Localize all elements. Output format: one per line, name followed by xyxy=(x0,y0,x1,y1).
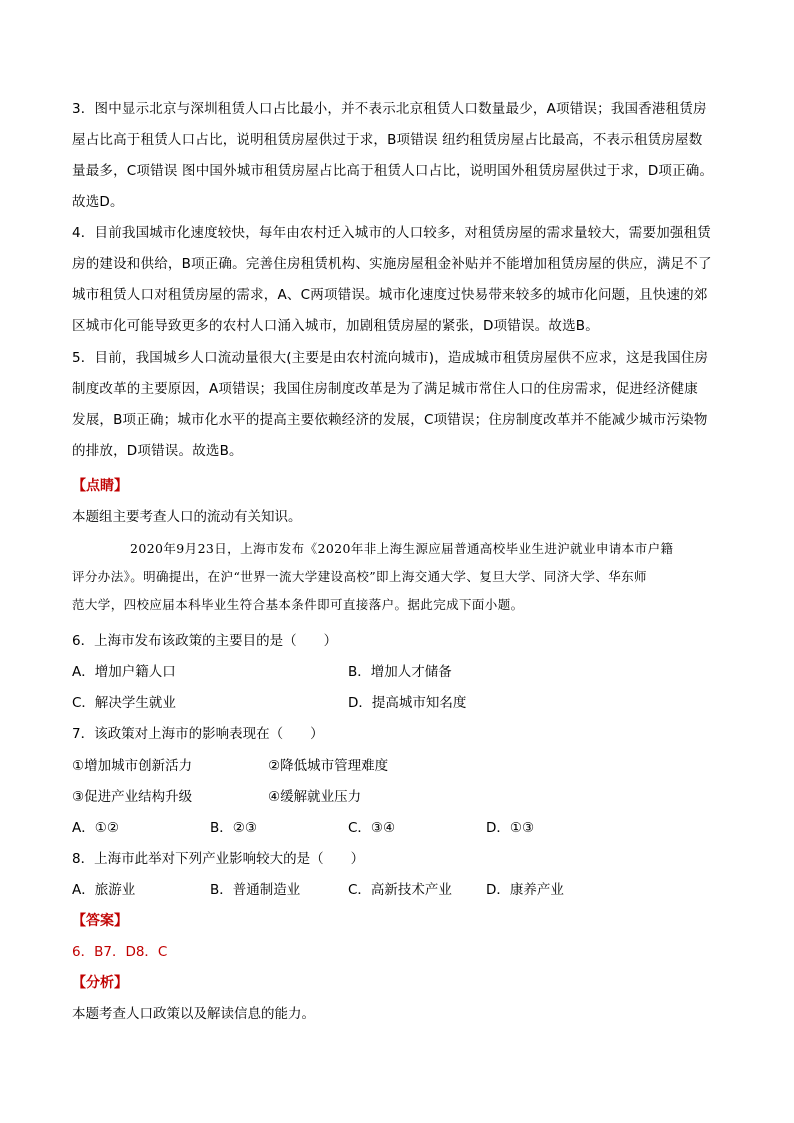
material-line: 2020年9月23日，上海市发布《2020年非上海生源应届普通高校毕业生进沪就业申请本市户籍 xyxy=(130,541,674,556)
answer-text: 6．B7．D8．C xyxy=(72,944,168,960)
text-line: 发展，B项正确；城市化水平的提高主要依赖经济的发展，C项错误；住房制度改革并不能减少城市污染物 xyxy=(72,412,708,428)
question-8-stem: 8．上海市此举对下列产业影响较大的是（ ） xyxy=(72,851,365,867)
question-8-option-d: D．康养产业 xyxy=(486,882,564,898)
question-7-option-c: C．③④ xyxy=(348,820,396,836)
section-tag-analysis: 【分析】 xyxy=(72,975,128,991)
question-8-option-a: A．旅游业 xyxy=(72,882,136,898)
question-7-stem: 7．该政策对上海市的影响表现在（ ） xyxy=(72,726,324,742)
question-6-option-a: A．增加户籍人口 xyxy=(72,664,176,680)
dianjing-text: 本题组主要考查人口的流动有关知识。 xyxy=(72,509,302,525)
analysis-text: 本题考查人口政策以及解读信息的能力。 xyxy=(72,1006,315,1022)
question-7-statement-4: ④缓解就业压力 xyxy=(268,789,362,805)
text-line: 量最多，C项错误 图中国外城市租赁房屋占比高于租赁人口占比，说明国外租赁房屋供过于求，D项正确。 xyxy=(72,163,714,179)
question-7-option-a: A．①② xyxy=(72,820,119,836)
text-line: 5．目前，我国城乡人口流动量很大(主要是由农村流向城市)，造成城市租赁房屋供不应求，这是我国住房 xyxy=(72,350,709,366)
question-7-statement-1: ①增加城市创新活力 xyxy=(72,758,193,774)
question-6-option-c: C．解决学生就业 xyxy=(72,695,176,711)
text-line: 屋占比高于租赁人口占比，说明租赁房屋供过于求，B项错误 纽约租赁房屋占比最高，不表示租赁房屋数 xyxy=(72,132,703,148)
text-line: 房的建设和供给，B项正确。完善住房租赁机构、实施房屋租金补贴并不能增加租赁房屋的供应，满足不了 xyxy=(72,256,712,272)
text-line: 故选D。 xyxy=(72,194,124,210)
question-7-option-b: B．②③ xyxy=(210,820,257,836)
text-line: 4．目前我国城市化速度较快，每年由农村迁入城市的人口较多，对租赁房屋的需求量较大，需要加强租赁 xyxy=(72,225,711,241)
analysis-paragraph-3 xyxy=(72,94,722,218)
text-line: 区城市化可能导致更多的农村人口涌入城市，加剧租赁房屋的紧张，D项错误。故选B。 xyxy=(72,318,599,334)
text-line: 制度改革的主要原因，A项错误；我国住房制度改革是为了满足城市常住人口的住房需求，促进经济健康 xyxy=(72,381,698,397)
text-line: 城市租赁人口对租赁房屋的需求，A、C两项错误。城市化速度过快易带来较多的城市化问题，且快速的郊 xyxy=(72,287,708,303)
question-6-stem: 6．上海市发布该政策的主要目的是（ ） xyxy=(72,633,338,649)
section-tag-dianjing: 【点睛】 xyxy=(72,478,128,494)
question-6-option-d: D．提高城市知名度 xyxy=(348,695,467,711)
question-8-option-b: B．普通制造业 xyxy=(210,882,301,898)
question-8-option-c: C．高新技术产业 xyxy=(348,882,452,898)
section-tag-answer: 【答案】 xyxy=(72,913,128,929)
question-7-option-d: D．①③ xyxy=(486,820,535,836)
question-6-option-b: B．增加人才储备 xyxy=(348,664,452,680)
material-line: 范大学，四校应届本科毕业生符合基本条件即可直接落户。据此完成下面小题。 xyxy=(72,597,524,612)
text-line: 的排放，D项错误。故选B。 xyxy=(72,443,243,459)
material-line: 评分办法》。明确提出，在沪“世界一流大学建设高校”即上海交通大学、复旦大学、同济大学、华东师 xyxy=(72,569,647,584)
analysis-paragraph-5 xyxy=(72,343,722,467)
analysis-paragraph-4 xyxy=(72,218,722,342)
text-line: 3．图中显示北京与深圳租赁人口占比最小，并不表示北京租赁人口数量最少，A项错误；我国香港租赁房 xyxy=(72,101,707,117)
question-7-statement-3: ③促进产业结构升级 xyxy=(72,789,193,805)
question-material xyxy=(72,535,722,619)
question-7-statement-2: ②降低城市管理难度 xyxy=(268,758,389,774)
